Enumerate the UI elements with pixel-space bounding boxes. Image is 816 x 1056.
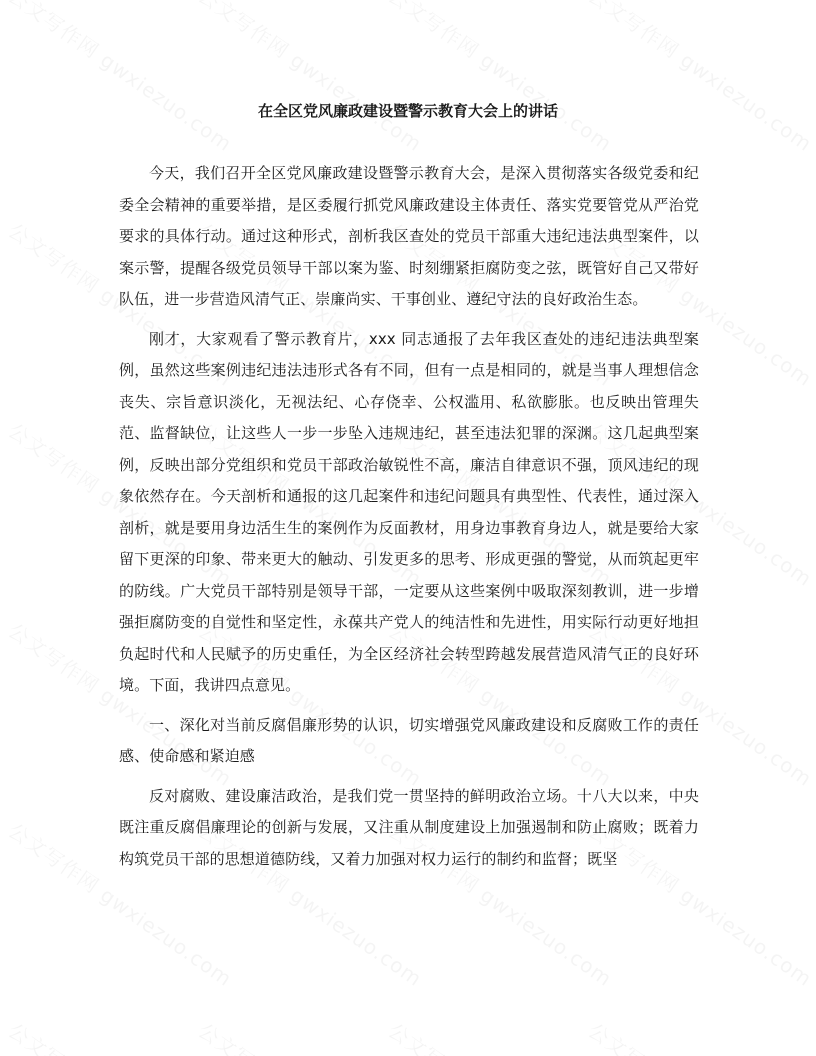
section-heading-1: 一、深化对当前反腐倡廉形势的认识，切实增强党风廉政建设和反腐败工作的责任感、使命感和紧迫感 bbox=[119, 715, 699, 765]
paragraph-section-1: 反对腐败、建设廉洁政治，是我们党一贯坚持的鲜明政治立场。十八大以来，中央既注重反腐倡廉理论的创新与发展，又注重从制度建设上加强遏制和防止腐败；既着力构筑党员干部的思想道德防线，又着力加强对权力运行的制约和监督；既坚 bbox=[119, 786, 699, 868]
paragraph-intro: 今天，我们召开全区党风廉政建设暨警示教育大会，是深入贯彻落实各级党委和纪委全会精神的重要举措，是区委履行抓党风廉政建设主体责任、落实党要管党从严治党要求的具体行动。通过这种形式，剖析我区查处的党员干部重大违纪违法典型案件，以案示警，提醒各级党员领导干部以案为鉴、时刻绷紧拒腐防变之弦，既管好自己又带好队伍，进一步营造风清气正、崇廉尚实、干事创业、遵纪守法的良好政治生态。 bbox=[119, 164, 699, 308]
paragraph-cases: 刚才，大家观看了警示教育片，xxx 同志通报了去年我区查处的违纪违法典型案例，虽然这些案例违纪违法违形式各有不同，但有一点是相同的，就是当事人理想信念丧失、宗旨意识淡化，无视法纪、心存侥幸、公权滥用、私欲膨胀。也反映出管理失范、监督缺位，让这些人一步一步坠入违规违纪，甚至违法犯罪的深渊。这几起典型案例，反映出部分党组织和党员干部政治敏锐性不高，廉洁自律意识不强，顶风违纪的现象依然存在。今天剖析和通报的这几起案件和违纪问题具有典型性、代表性，通过深入剖析，就是要用身边活生生的案例作为反面教材，用身边事教育身边人，就是要给大家留下更深的印象、带来更大的触动、引发更多的思考、形成更强的警觉，从而筑起更牢的防线。广大党员干部特别是领导干部，一定要从这些案例中吸取深刻教训，进一步增强拒腐防变的自觉性和坚定性，永葆共产党人的纯洁性和先进性，用实际行动更好地担负起时代和人民赋予的历史重任，为全区经济社会转型跨越发展营造风清气正的良好环境。下面，我讲四点意见。 bbox=[119, 329, 699, 694]
document-title: 在全区党风廉政建设暨警示教育大会上的讲话 bbox=[257, 102, 558, 120]
document-body bbox=[119, 158, 699, 875]
